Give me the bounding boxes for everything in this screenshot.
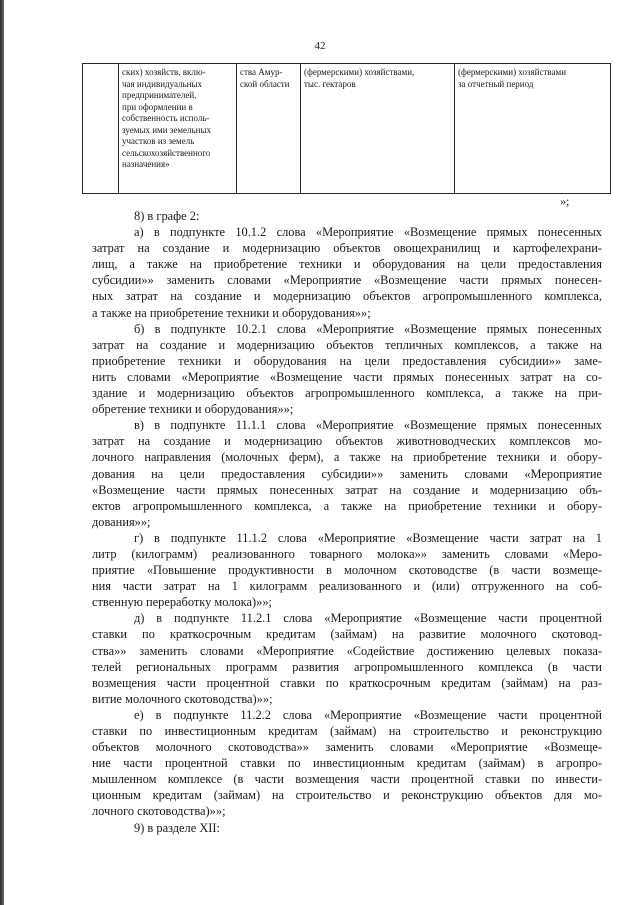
text-line: в) в подпункте 11.1.1 слова «Мероприятие «Возмещение прямых понесенных	[134, 418, 602, 433]
text-line: ставки по инвестиционным кредитам (займам) на строительство и реконструкцию	[92, 724, 602, 738]
table-cell-line: чая индивидуальных	[122, 78, 202, 89]
table-cell-line: ских) хозяйств, вклю-	[122, 67, 206, 77]
table-cell-region	[237, 64, 301, 194]
table-cell-line: назначения»	[122, 159, 170, 169]
closing-quote: »;	[560, 194, 570, 208]
text-line: затрат на создание и модернизацию объектов овощехранилищ и картофелехрани-	[92, 241, 602, 256]
text-line: г) в подпункте 11.1.2 слова «Мероприятие «Возмещение части затрат на 1	[134, 530, 602, 545]
text-line: лищ, а также на приобретение техники и оборудования на цели предоставления	[92, 257, 602, 272]
text-line: субсидии»» заменить словами «Мероприятие «Возмещение части прямых понесен-	[92, 273, 602, 288]
table-cell-line: тыс. гектаров	[304, 78, 356, 89]
table-cell-line: предпринимателей,	[122, 90, 197, 100]
text-line: ставки по краткосрочным кредитам (займам) на развитие молочного скотовод-	[92, 627, 602, 642]
text-line: витие молочного скотоводства)»»;	[92, 691, 273, 706]
text-line: дования на цели предоставления субсидии»» заменить словами «Мероприятие	[92, 466, 602, 481]
text-line: приятие «Повышение продуктивности в молочном скотоводстве (в части возмеще-	[92, 563, 602, 578]
text-line: дования»»;	[92, 514, 151, 529]
text-line: а) в подпункте 10.1.2 слова «Мероприятие «Возмещение прямых понесенных	[134, 225, 602, 240]
table-row	[83, 64, 611, 194]
indicator-table	[82, 63, 611, 194]
table-cell-line: участков из земель	[122, 136, 195, 146]
table-cell-line: сельскохозяйственного	[122, 147, 211, 158]
table-cell-line: собственность исполь-	[122, 113, 210, 123]
page-number: 42	[314, 40, 326, 52]
table-cell-line: за отчетный период	[458, 78, 534, 89]
text-line: 8) в графе 2:	[134, 209, 200, 223]
text-line: затрат на создание и модернизацию объектов животноводческих комплексов мо-	[92, 434, 602, 449]
table-cell-line: зуемых ими земельных	[122, 124, 212, 135]
text-line: е) в подпункте 11.2.2 слова «Мероприятие «Возмещение части процентной	[134, 707, 602, 722]
text-line: б) в подпункте 10.2.1 слова «Мероприятие «Возмещение прямых понесенных	[134, 321, 602, 336]
table-cell-line: (фермерскими) хозяйствами	[458, 67, 567, 77]
text-line: возмещения части процентной ставки по краткосрочным кредитам (займам) на раз-	[92, 675, 602, 690]
text-line: ектов агропромышленного комплекса, а также на приобретение техники и обору-	[92, 498, 602, 513]
table-cell-unit	[301, 64, 455, 194]
text-line: приобретение техники и оборудования на цели предоставления субсидии»» заме-	[92, 353, 602, 368]
table-cell-indicator	[119, 64, 237, 194]
text-line: объектов молочного скотоводства»» заменить словами «Мероприятие «Возмеще-	[92, 740, 602, 755]
text-line: д) в подпункте 11.2.1 слова «Мероприятие «Возмещение части процентной	[134, 611, 602, 626]
text-line: мышленном комплексе (в части возмещения части процентной ставки по инвести-	[92, 772, 602, 787]
table-cell-line: при оформлении в	[122, 101, 193, 112]
section-heading	[92, 208, 602, 224]
table-cell-line: ства Амур-	[240, 67, 283, 77]
text-line: лочного скотоводства)»»;	[92, 804, 226, 819]
text-line: ственную переработку молока)»»;	[92, 595, 272, 610]
text-line: лочного направления (молочных ферм), а также на приобретение техники и обору-	[92, 450, 602, 465]
text-line: здание и модернизацию объектов агропромышленного комплекса, а также на при-	[92, 386, 602, 401]
table-cell-line: ской области	[240, 78, 290, 89]
text-line: ных затрат на создание и модернизацию объектов агропромышленного комплекса,	[92, 289, 602, 304]
table-cell-number	[83, 64, 119, 194]
amendment-text	[92, 208, 602, 836]
scan-edge	[0, 0, 4, 905]
text-line: а также на приобретение техники и оборудования»»;	[92, 305, 371, 320]
text-line: ние части процентной ставки по инвестиционным кредитам (займам) в агропро-	[92, 756, 602, 771]
text-line: литр (килограмм) реализованного товарного молока»» заменить словами «Меро-	[92, 546, 602, 561]
text-line: телей региональных программ развития агропромышленного комплекса (в части	[92, 659, 602, 674]
text-line: нить словами «Мероприятие «Возмещение части прямых понесенных затрат на со-	[92, 369, 602, 384]
text-line: ния части затрат на 1 килограмм реализованного и (или) отгруженного на соб-	[92, 579, 602, 594]
amendment-item	[92, 417, 602, 530]
text-line: обретение техники и оборудования»»;	[92, 402, 294, 417]
section-heading	[92, 820, 602, 836]
text-line: ства»» заменить словами «Мероприятие «Содействие достижению целевых показа-	[92, 643, 602, 658]
amendment-item	[92, 224, 602, 321]
text-line: 9) в разделе XII:	[134, 820, 220, 835]
table-cell-line: (фермерскими) хозяйствами,	[304, 67, 415, 77]
text-line: «Возмещение части прямых понесенных затрат на создание и модернизацию объ-	[92, 482, 602, 497]
table-cell-period	[455, 64, 611, 194]
amendment-item	[92, 530, 602, 610]
amendment-item	[92, 321, 602, 418]
text-line: затрат на создание и модернизацию объектов тепличных комплексов, а также на	[92, 337, 602, 352]
text-line: ционным кредитам (займам) на строительство и реконструкцию объектов для мо-	[92, 788, 602, 803]
amendment-item	[92, 707, 602, 820]
amendment-item	[92, 610, 602, 707]
